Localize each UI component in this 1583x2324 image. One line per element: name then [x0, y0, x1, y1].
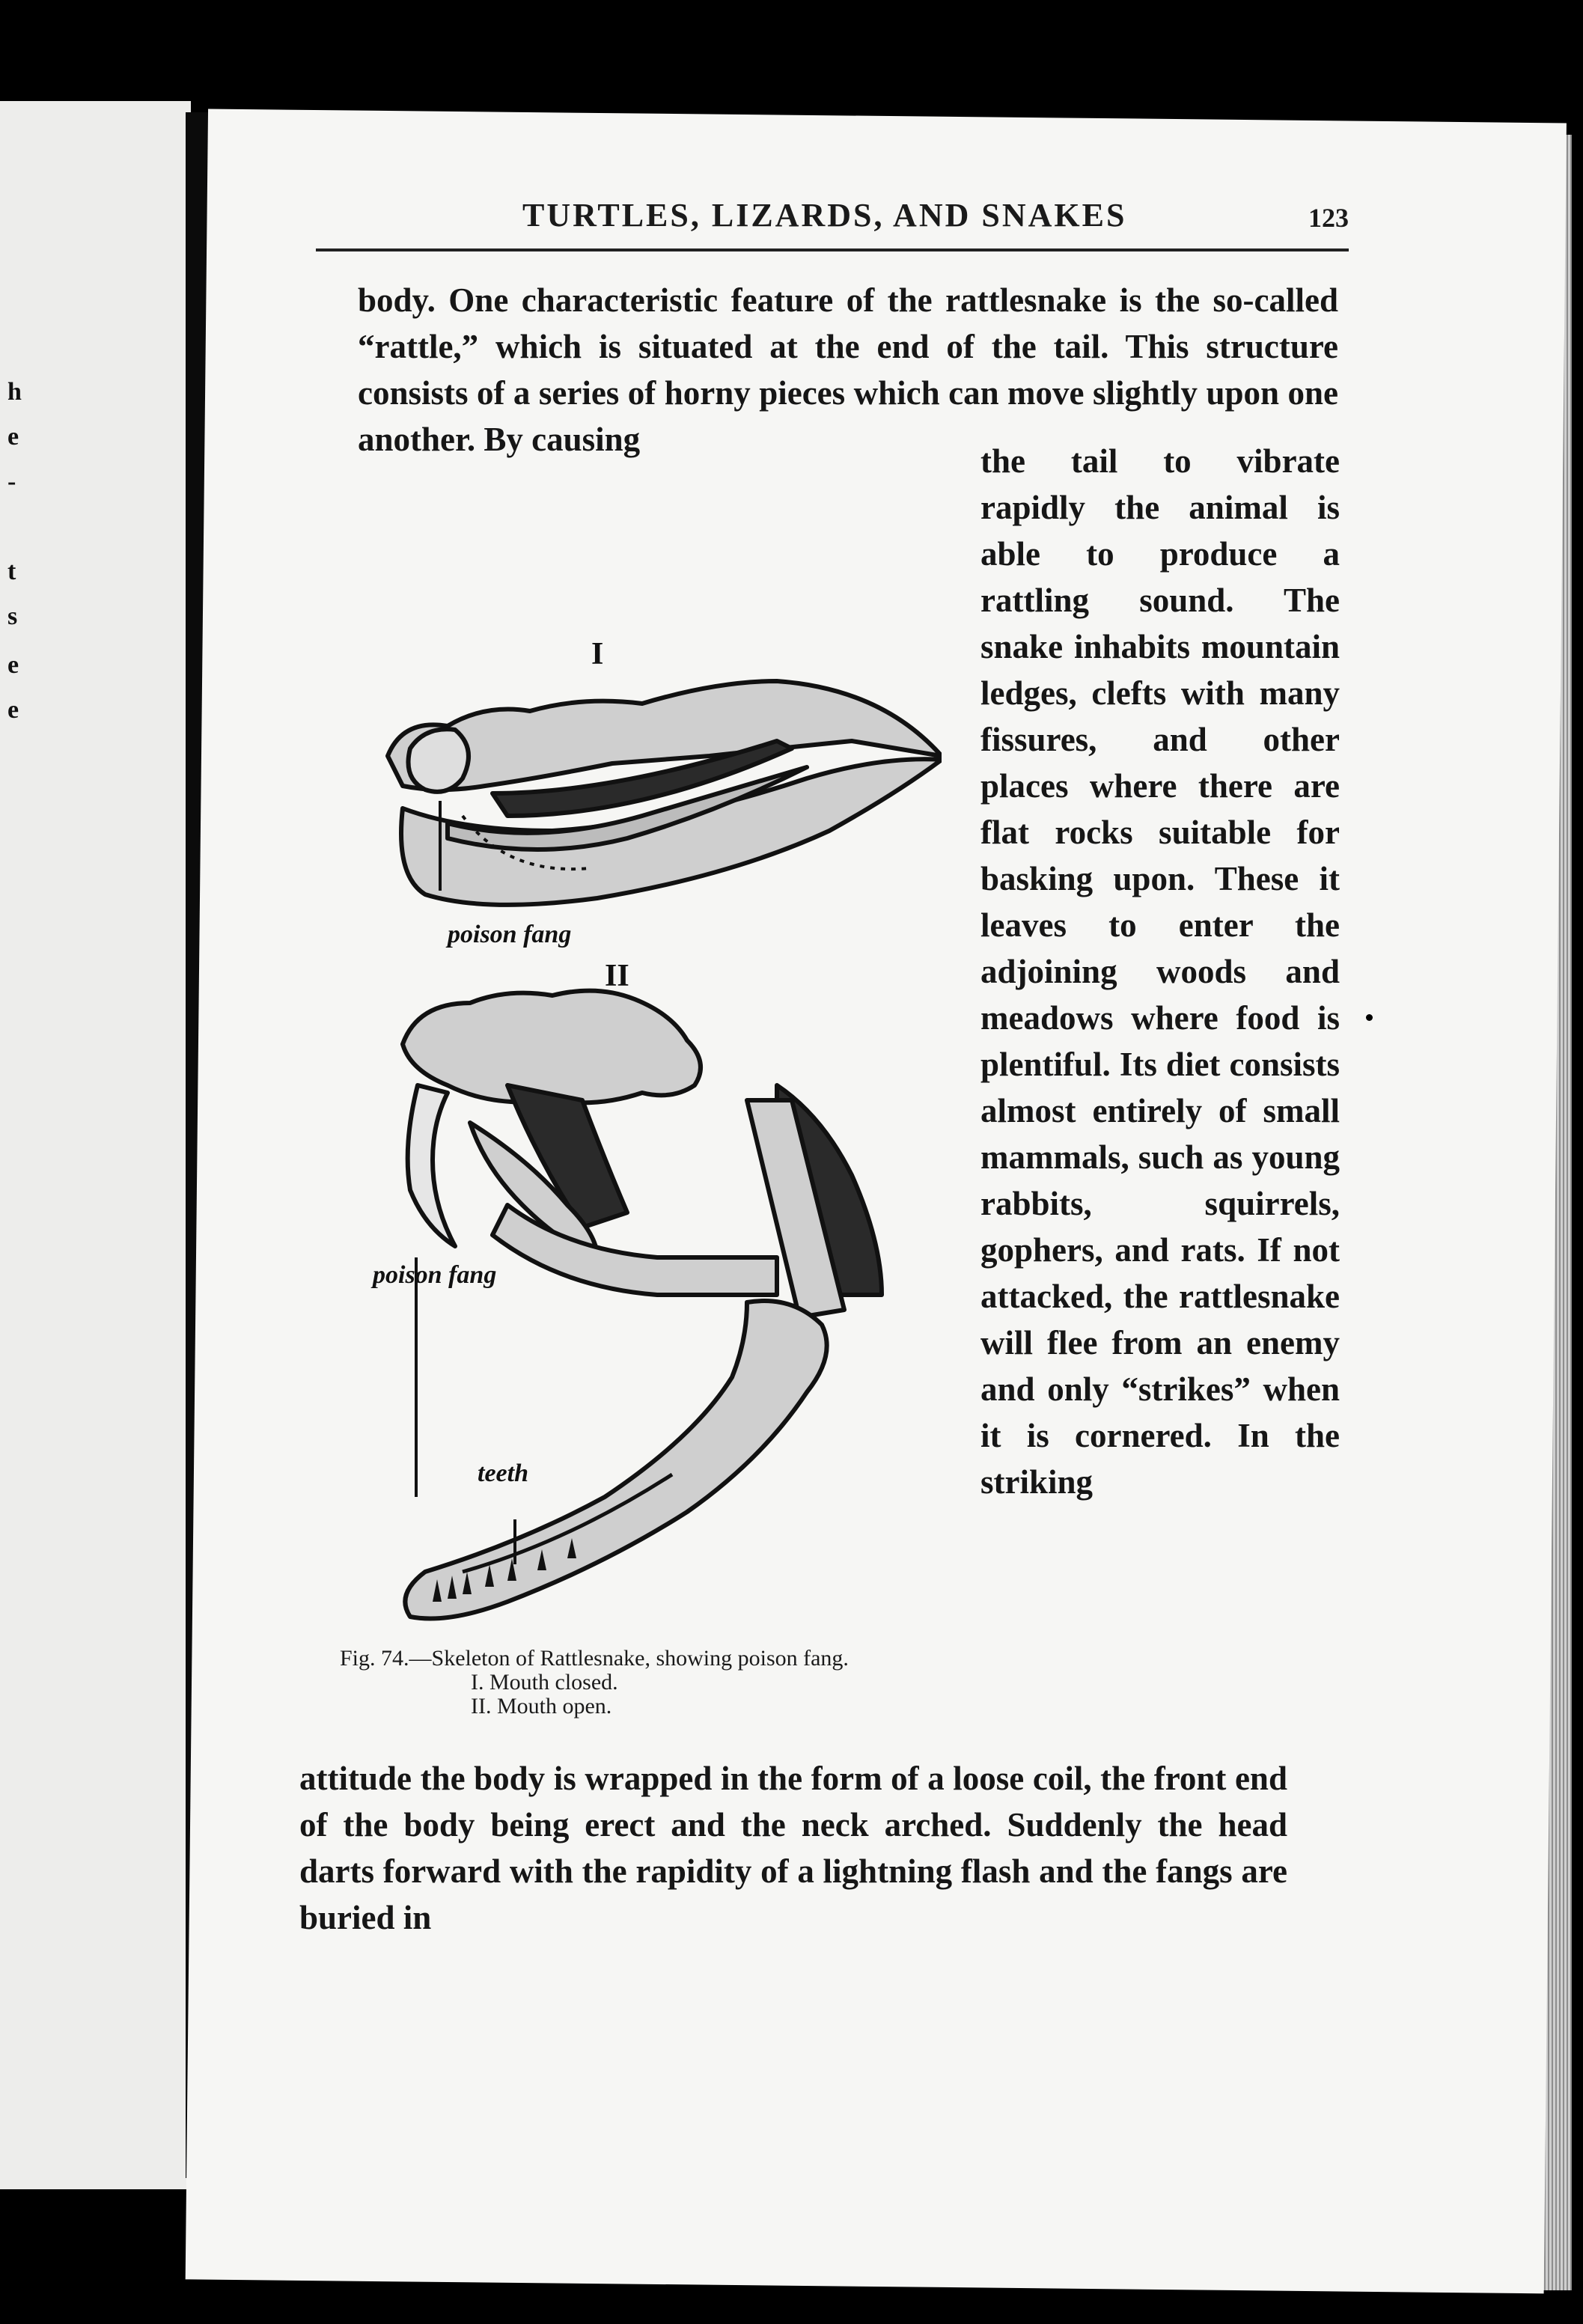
previous-page	[0, 101, 191, 2189]
figure-label-I: I	[591, 637, 604, 671]
rattlesnake-skull-figure	[340, 636, 942, 1718]
page-header	[316, 196, 1349, 248]
left-page-fragment: e	[7, 696, 19, 724]
running-head: TURTLES, LIZARDS, AND SNAKES	[522, 197, 1127, 234]
body-paragraph-bottom: attitude the body is wrapped in the form of a loose coil, the front end of the body being erect and the neck arched. Suddenly the head darts forward with the rapidity of a lightning flash and the fangs are buried in	[299, 1760, 1287, 1936]
skull-illustration	[358, 636, 942, 1639]
body-paragraph-wrapped: the tail to vibrate rapidly the animal is able to produce a rattling sound. The snake inhabits mountain ledges, clefts with many fissures, and other places where there are flat rocks suitable for basking upon. These it leaves to enter the adjoining woods and meadows where food is plentiful. Its diet consists almost entirely of small mammals, such as young rabbits, squirrels, gophers, and rats. If not attacked, the rattlesnake will flee from an enemy and only “strikes” when it is cornered. In the striking	[980, 442, 1340, 1501]
caption-item-I: I. Mouth closed.	[471, 1670, 618, 1695]
poison-fang-label-1: poison fang	[448, 921, 572, 948]
figure-caption	[340, 1647, 901, 1718]
body-paragraph-top: body. One characteristic feature of the rattlesnake is the so-called “rattle,” which is situated at the end of the tail. This structure consists of a series of horny pieces which can move slightly upon one another. By causing	[358, 281, 1338, 458]
caption-item-II: II. Mouth open.	[471, 1694, 612, 1718]
left-page-fragment: e	[7, 423, 19, 451]
header-rule	[316, 248, 1349, 251]
scan-speck	[1366, 1014, 1373, 1021]
left-page-fragment: -	[7, 468, 16, 495]
left-page-fragment: e	[7, 651, 19, 679]
figure-label-II: II	[605, 959, 629, 993]
poison-fang-label-2: poison fang	[373, 1261, 497, 1289]
scan-speck	[1130, 64, 1144, 86]
page-number: 123	[1308, 203, 1349, 233]
left-page-fragment: t	[7, 558, 16, 585]
caption-main: Fig. 74.—Skeleton of Rattlesnake, showing poison fang.	[340, 1646, 849, 1671]
left-page-fragment: h	[7, 378, 22, 406]
left-page-fragment: s	[7, 603, 18, 630]
teeth-label: teeth	[478, 1460, 528, 1487]
